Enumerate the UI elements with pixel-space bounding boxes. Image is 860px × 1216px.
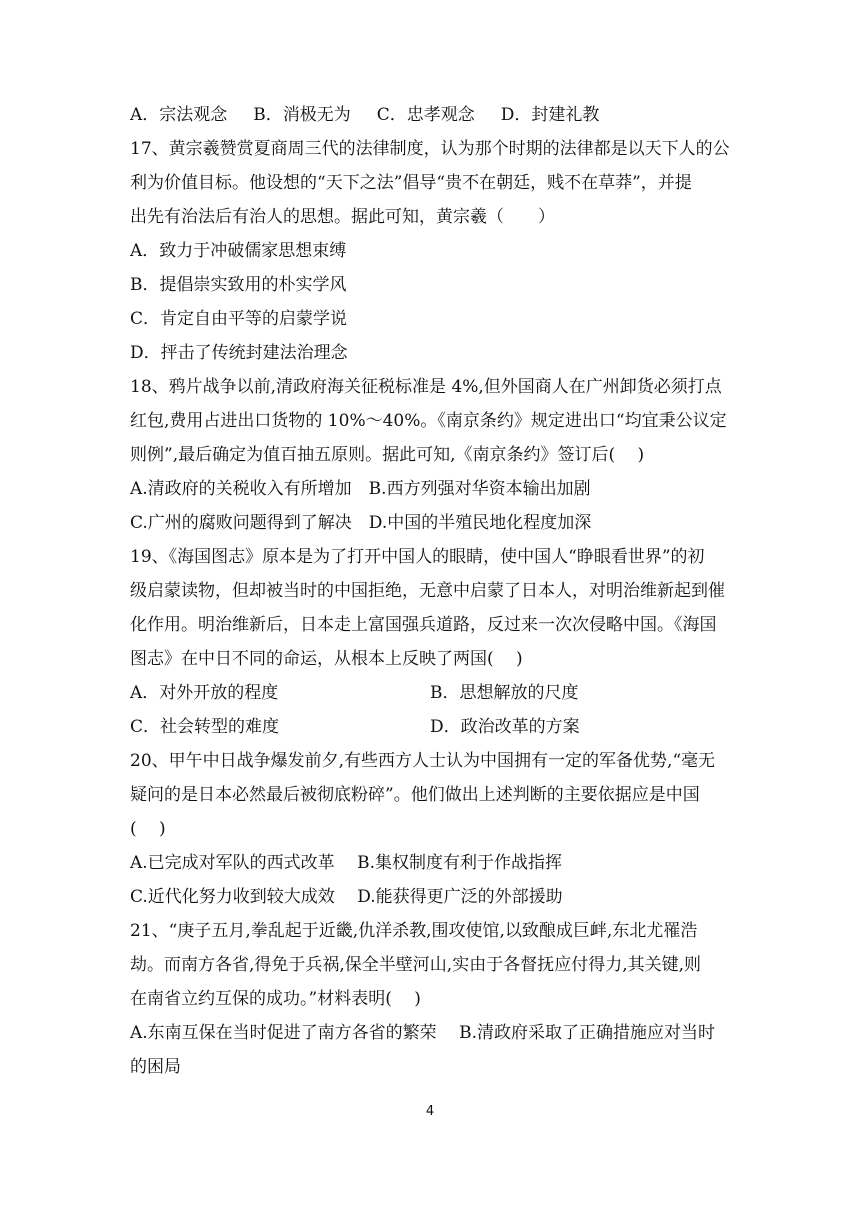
page-number: 4 xyxy=(425,1104,435,1119)
q16-options xyxy=(130,98,730,132)
q17-stem-line-2: 利为价值目标。他设想的“天下之法”倡导“贵不在朝廷，贱不在草莽”，并提 xyxy=(130,173,692,193)
q19-stem-line-3: 化作用。明治维新后，日本走上富国强兵道路，反过来一次次侵略中国。《海国 xyxy=(130,615,717,635)
q17-stem-line-1: 17、黄宗羲赞赏夏商周三代的法律制度，认为那个时期的法律都是以天下人的公 xyxy=(130,139,730,159)
q20-options-cd: C.近代化努力收到较大成效 D.能获得更广泛的外部援助 xyxy=(130,887,563,907)
q17-option-d: D．抨击了传统封建法治理念 xyxy=(130,343,348,363)
q20-stem-line-3: ( ) xyxy=(130,819,166,839)
q18-options-cd: C.广州的腐败问题得到了解决 D.中国的半殖民地化程度加深 xyxy=(130,513,592,533)
q19-option-c: C．社会转型的难度 xyxy=(130,717,280,737)
q21-options-line-1: A.东南互保在当时促进了南方各省的繁荣 B.清政府采取了正确措施应对当时 xyxy=(130,1023,715,1043)
q19-options-cd xyxy=(130,710,730,744)
q17-stem-line-3: 出先有治法后有治人的思想。据此可知，黄宗羲（ ） xyxy=(130,207,555,227)
exam-content xyxy=(130,98,730,1084)
q16-option-a: A．宗法观念 xyxy=(130,105,228,125)
q21-stem-line-3: 在南省立约互保的成功。”材料表明( ) xyxy=(130,989,421,1009)
q17-option-b: B．提倡崇实致用的朴实学风 xyxy=(130,275,347,295)
q16-option-c: C．忠孝观念 xyxy=(376,105,475,125)
q16-option-d: D．封建礼教 xyxy=(500,105,600,125)
q20-options-ab: A.已完成对军队的西式改革 B.集权制度有利于作战指挥 xyxy=(130,853,562,873)
q19-stem-line-2: 级启蒙读物，但却被当时的中国拒绝，无意中启蒙了日本人，对明治维新起到催 xyxy=(130,581,725,601)
q20-stem-line-2: 疑问的是日本必然最后被彻底粉碎”。他们做出上述判断的主要依据应是中国 xyxy=(130,785,700,805)
q20-stem-line-1: 20、甲午中日战争爆发前夕,有些西方人士认为中国拥有一定的军备优势,“毫无 xyxy=(130,751,716,771)
q18-stem-line-1: 18、鸦片战争以前,清政府海关征税标准是 4%,但外国商人在广州卸货必须打点 xyxy=(130,377,722,397)
q19-stem-line-4: 图志》在中日不同的命运，从根本上反映了两国( ) xyxy=(130,649,523,669)
q21-stem-line-2: 劫。而南方各省,得免于兵祸,保全半壁河山,实由于各督抚应付得力,其关键,则 xyxy=(130,955,702,975)
q16-option-b: B．消极无为 xyxy=(253,105,351,125)
q17-option-c: C．肯定自由平等的启蒙学说 xyxy=(130,309,348,329)
q19-option-a: A．对外开放的程度 xyxy=(130,683,279,703)
q18-stem-line-3: 则例”,最后确定为值百抽五原则。据此可知,《南京条约》签订后( ) xyxy=(130,445,645,465)
q19-option-d: D．政治改革的方案 xyxy=(430,717,580,737)
q19-options-ab xyxy=(130,676,730,710)
q17-option-a: A．致力于冲破儒家思想束缚 xyxy=(130,241,347,261)
q18-stem-line-2: 红包,费用占进出口货物的 10%～40%。《南京条约》规定进出口“均宜秉公议定 xyxy=(130,411,727,431)
q19-option-b: B．思想解放的尺度 xyxy=(430,683,579,703)
q21-options-line-2: 的困局 xyxy=(130,1057,181,1077)
q21-stem-line-1: 21、“庚子五月,拳乱起于近畿,仇洋杀教,围攻使馆,以致酿成巨衅,东北尤罹浩 xyxy=(130,921,698,941)
q19-stem-line-1: 19、《海国图志》原本是为了打开中国人的眼睛，使中国人“睁眼看世界”的初 xyxy=(130,547,705,567)
q18-options-ab: A.清政府的关税收入有所增加 B.西方列强对华资本输出加剧 xyxy=(130,479,591,499)
